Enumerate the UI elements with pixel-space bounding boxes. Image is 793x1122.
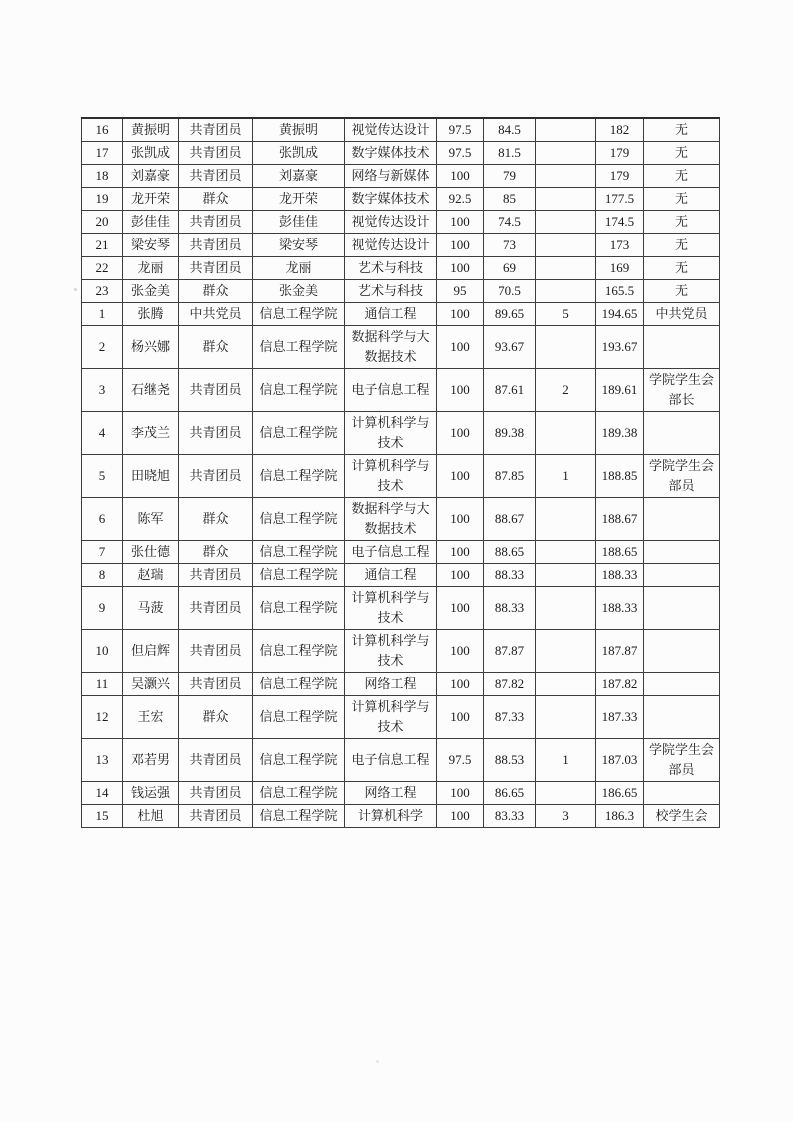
cell-score2: 88.67	[484, 498, 536, 541]
cell-total: 187.87	[596, 630, 644, 673]
cell-college: 梁安琴	[253, 234, 345, 257]
cell-political-status: 群众	[179, 280, 253, 303]
cell-score1: 100	[437, 630, 484, 673]
table-row	[82, 630, 720, 673]
cell-note: 校学生会	[644, 805, 720, 828]
cell-college: 信息工程学院	[253, 630, 345, 673]
table-row	[82, 118, 720, 142]
cell-college: 信息工程学院	[253, 587, 345, 630]
cell-total: 186.3	[596, 805, 644, 828]
table-row	[82, 498, 720, 541]
cell-note: 无	[644, 188, 720, 211]
cell-bonus	[536, 280, 596, 303]
cell-rank: 4	[82, 412, 123, 455]
cell-rank: 23	[82, 280, 123, 303]
cell-name: 刘嘉豪	[123, 165, 179, 188]
cell-political-status: 群众	[179, 696, 253, 739]
cell-political-status: 共青团员	[179, 369, 253, 412]
cell-name: 邓若男	[123, 739, 179, 782]
cell-major: 数据科学与大数据技术	[345, 498, 437, 541]
cell-score2: 83.33	[484, 805, 536, 828]
cell-bonus	[536, 142, 596, 165]
cell-name: 田晓旭	[123, 455, 179, 498]
cell-score2: 81.5	[484, 142, 536, 165]
cell-total: 173	[596, 234, 644, 257]
cell-score2: 84.5	[484, 118, 536, 142]
cell-political-status: 共青团员	[179, 165, 253, 188]
cell-score1: 100	[437, 541, 484, 564]
cell-college: 张金美	[253, 280, 345, 303]
cell-note	[644, 412, 720, 455]
cell-score2: 70.5	[484, 280, 536, 303]
cell-name: 陈军	[123, 498, 179, 541]
cell-name: 黄振明	[123, 118, 179, 142]
cell-college: 信息工程学院	[253, 369, 345, 412]
cell-score1: 100	[437, 165, 484, 188]
table-row	[82, 412, 720, 455]
cell-name: 梁安琴	[123, 234, 179, 257]
cell-score2: 93.67	[484, 326, 536, 369]
cell-total: 174.5	[596, 211, 644, 234]
cell-political-status: 共青团员	[179, 630, 253, 673]
cell-score2: 73	[484, 234, 536, 257]
cell-score1: 100	[437, 455, 484, 498]
cell-score2: 88.33	[484, 587, 536, 630]
cell-score2: 79	[484, 165, 536, 188]
cell-name: 张凯成	[123, 142, 179, 165]
cell-total: 189.38	[596, 412, 644, 455]
cell-political-status: 共青团员	[179, 257, 253, 280]
cell-note: 无	[644, 234, 720, 257]
cell-political-status: 共青团员	[179, 782, 253, 805]
cell-score1: 92.5	[437, 188, 484, 211]
cell-political-status: 共青团员	[179, 234, 253, 257]
cell-rank: 10	[82, 630, 123, 673]
cell-score2: 89.65	[484, 303, 536, 326]
table-row	[82, 234, 720, 257]
cell-political-status: 共青团员	[179, 739, 253, 782]
cell-note: 学院学生会部员	[644, 455, 720, 498]
cell-college: 信息工程学院	[253, 541, 345, 564]
cell-political-status: 共青团员	[179, 118, 253, 142]
cell-college: 信息工程学院	[253, 564, 345, 587]
cell-bonus	[536, 498, 596, 541]
cell-name: 张腾	[123, 303, 179, 326]
cell-note	[644, 498, 720, 541]
cell-score1: 100	[437, 782, 484, 805]
cell-score1: 100	[437, 564, 484, 587]
cell-college: 信息工程学院	[253, 739, 345, 782]
cell-major: 电子信息工程	[345, 739, 437, 782]
cell-college: 信息工程学院	[253, 696, 345, 739]
cell-total: 188.67	[596, 498, 644, 541]
cell-total: 188.65	[596, 541, 644, 564]
table-row	[82, 369, 720, 412]
cell-score1: 100	[437, 696, 484, 739]
cell-political-status: 共青团员	[179, 587, 253, 630]
cell-total: 186.65	[596, 782, 644, 805]
score-table	[81, 117, 720, 828]
cell-major: 艺术与科技	[345, 257, 437, 280]
cell-rank: 5	[82, 455, 123, 498]
cell-score1: 100	[437, 211, 484, 234]
cell-score1: 100	[437, 303, 484, 326]
cell-bonus	[536, 211, 596, 234]
cell-note	[644, 587, 720, 630]
cell-name: 杨兴娜	[123, 326, 179, 369]
cell-rank: 8	[82, 564, 123, 587]
cell-total: 188.85	[596, 455, 644, 498]
table-row	[82, 303, 720, 326]
cell-bonus: 2	[536, 369, 596, 412]
cell-college: 彭佳佳	[253, 211, 345, 234]
cell-score2: 88.33	[484, 564, 536, 587]
cell-rank: 19	[82, 188, 123, 211]
cell-bonus	[536, 118, 596, 142]
cell-score2: 87.82	[484, 673, 536, 696]
cell-total: 187.33	[596, 696, 644, 739]
cell-note: 无	[644, 211, 720, 234]
cell-bonus	[536, 234, 596, 257]
cell-score1: 100	[437, 234, 484, 257]
cell-note: 中共党员	[644, 303, 720, 326]
cell-total: 179	[596, 165, 644, 188]
cell-score1: 100	[437, 257, 484, 280]
cell-political-status: 群众	[179, 498, 253, 541]
cell-college: 信息工程学院	[253, 303, 345, 326]
cell-name: 赵瑞	[123, 564, 179, 587]
cell-note	[644, 564, 720, 587]
scan-speck	[376, 1060, 379, 1063]
cell-score2: 87.85	[484, 455, 536, 498]
cell-total: 188.33	[596, 564, 644, 587]
cell-note	[644, 326, 720, 369]
cell-college: 信息工程学院	[253, 782, 345, 805]
table-row	[82, 165, 720, 188]
cell-score2: 88.53	[484, 739, 536, 782]
cell-major: 网络工程	[345, 782, 437, 805]
cell-score1: 100	[437, 805, 484, 828]
cell-rank: 13	[82, 739, 123, 782]
cell-college: 信息工程学院	[253, 326, 345, 369]
cell-score1: 100	[437, 326, 484, 369]
cell-score1: 100	[437, 498, 484, 541]
cell-college: 黄振明	[253, 118, 345, 142]
cell-name: 张金美	[123, 280, 179, 303]
cell-bonus	[536, 412, 596, 455]
cell-name: 龙开荣	[123, 188, 179, 211]
cell-bonus: 5	[536, 303, 596, 326]
cell-score2: 87.61	[484, 369, 536, 412]
cell-political-status: 群众	[179, 326, 253, 369]
cell-rank: 20	[82, 211, 123, 234]
cell-bonus	[536, 188, 596, 211]
cell-major: 计算机科学与技术	[345, 455, 437, 498]
table-row	[82, 211, 720, 234]
cell-major: 通信工程	[345, 303, 437, 326]
cell-name: 张仕德	[123, 541, 179, 564]
cell-name: 彭佳佳	[123, 211, 179, 234]
cell-rank: 11	[82, 673, 123, 696]
cell-score2: 74.5	[484, 211, 536, 234]
table-row	[82, 455, 720, 498]
cell-name: 王宏	[123, 696, 179, 739]
cell-bonus	[536, 673, 596, 696]
table-row	[82, 280, 720, 303]
cell-rank: 6	[82, 498, 123, 541]
cell-name: 吴灏兴	[123, 673, 179, 696]
cell-major: 视觉传达设计	[345, 234, 437, 257]
cell-name: 龙丽	[123, 257, 179, 280]
cell-name: 李茂兰	[123, 412, 179, 455]
cell-political-status: 共青团员	[179, 564, 253, 587]
cell-major: 网络工程	[345, 673, 437, 696]
cell-bonus	[536, 696, 596, 739]
table-row	[82, 326, 720, 369]
cell-note: 学院学生会部长	[644, 369, 720, 412]
cell-score2: 88.65	[484, 541, 536, 564]
cell-total: 188.33	[596, 587, 644, 630]
cell-bonus	[536, 587, 596, 630]
cell-political-status: 群众	[179, 541, 253, 564]
table-row	[82, 782, 720, 805]
cell-score2: 86.65	[484, 782, 536, 805]
cell-rank: 3	[82, 369, 123, 412]
cell-rank: 2	[82, 326, 123, 369]
cell-total: 169	[596, 257, 644, 280]
cell-political-status: 共青团员	[179, 805, 253, 828]
cell-bonus	[536, 326, 596, 369]
table-row	[82, 564, 720, 587]
cell-political-status: 中共党员	[179, 303, 253, 326]
cell-political-status: 共青团员	[179, 412, 253, 455]
cell-rank: 12	[82, 696, 123, 739]
cell-political-status: 共青团员	[179, 455, 253, 498]
cell-bonus	[536, 165, 596, 188]
table-row	[82, 257, 720, 280]
cell-note: 无	[644, 257, 720, 280]
cell-name: 钱运强	[123, 782, 179, 805]
cell-note	[644, 541, 720, 564]
table-row	[82, 188, 720, 211]
cell-rank: 1	[82, 303, 123, 326]
cell-total: 194.65	[596, 303, 644, 326]
cell-major: 网络与新媒体	[345, 165, 437, 188]
cell-score1: 97.5	[437, 142, 484, 165]
table-row	[82, 739, 720, 782]
cell-rank: 14	[82, 782, 123, 805]
cell-major: 计算机科学与技术	[345, 587, 437, 630]
cell-score2: 69	[484, 257, 536, 280]
cell-major: 计算机科学与技术	[345, 412, 437, 455]
cell-name: 石继尧	[123, 369, 179, 412]
cell-bonus	[536, 257, 596, 280]
cell-political-status: 共青团员	[179, 673, 253, 696]
cell-major: 计算机科学与技术	[345, 696, 437, 739]
cell-score1: 95	[437, 280, 484, 303]
cell-college: 信息工程学院	[253, 412, 345, 455]
cell-college: 信息工程学院	[253, 498, 345, 541]
cell-major: 电子信息工程	[345, 541, 437, 564]
cell-note	[644, 673, 720, 696]
cell-score1: 97.5	[437, 118, 484, 142]
cell-score1: 100	[437, 673, 484, 696]
cell-bonus	[536, 564, 596, 587]
table-row	[82, 142, 720, 165]
cell-bonus: 3	[536, 805, 596, 828]
cell-rank: 9	[82, 587, 123, 630]
cell-total: 179	[596, 142, 644, 165]
cell-bonus: 1	[536, 739, 596, 782]
cell-note: 无	[644, 280, 720, 303]
cell-major: 计算机科学与技术	[345, 630, 437, 673]
cell-bonus	[536, 630, 596, 673]
cell-major: 计算机科学	[345, 805, 437, 828]
cell-major: 数据科学与大数据技术	[345, 326, 437, 369]
cell-score1: 100	[437, 587, 484, 630]
cell-note: 学院学生会部员	[644, 739, 720, 782]
cell-total: 187.03	[596, 739, 644, 782]
cell-rank: 22	[82, 257, 123, 280]
cell-note	[644, 696, 720, 739]
cell-college: 信息工程学院	[253, 455, 345, 498]
cell-total: 182	[596, 118, 644, 142]
cell-political-status: 共青团员	[179, 142, 253, 165]
cell-score1: 100	[437, 412, 484, 455]
cell-political-status: 群众	[179, 188, 253, 211]
table-row	[82, 541, 720, 564]
cell-major: 视觉传达设计	[345, 118, 437, 142]
cell-college: 张凯成	[253, 142, 345, 165]
cell-score1: 100	[437, 369, 484, 412]
table-row	[82, 696, 720, 739]
cell-score2: 89.38	[484, 412, 536, 455]
cell-total: 187.82	[596, 673, 644, 696]
cell-total: 189.61	[596, 369, 644, 412]
cell-total: 165.5	[596, 280, 644, 303]
cell-name: 马菠	[123, 587, 179, 630]
cell-bonus	[536, 782, 596, 805]
cell-bonus	[536, 541, 596, 564]
cell-major: 艺术与科技	[345, 280, 437, 303]
table-row	[82, 587, 720, 630]
cell-rank: 18	[82, 165, 123, 188]
score-table-body	[82, 118, 720, 828]
cell-major: 电子信息工程	[345, 369, 437, 412]
cell-score2: 87.33	[484, 696, 536, 739]
table-row	[82, 673, 720, 696]
cell-total: 177.5	[596, 188, 644, 211]
cell-name: 但启辉	[123, 630, 179, 673]
cell-college: 龙丽	[253, 257, 345, 280]
table-row	[82, 805, 720, 828]
cell-note: 无	[644, 118, 720, 142]
cell-college: 信息工程学院	[253, 673, 345, 696]
cell-note	[644, 782, 720, 805]
cell-political-status: 共青团员	[179, 211, 253, 234]
cell-rank: 21	[82, 234, 123, 257]
cell-rank: 15	[82, 805, 123, 828]
cell-note: 无	[644, 142, 720, 165]
cell-college: 刘嘉豪	[253, 165, 345, 188]
scan-speck	[74, 288, 77, 291]
cell-rank: 17	[82, 142, 123, 165]
cell-major: 通信工程	[345, 564, 437, 587]
cell-college: 信息工程学院	[253, 805, 345, 828]
cell-score2: 85	[484, 188, 536, 211]
cell-total: 193.67	[596, 326, 644, 369]
cell-major: 数字媒体技术	[345, 188, 437, 211]
cell-college: 龙开荣	[253, 188, 345, 211]
cell-score1: 97.5	[437, 739, 484, 782]
cell-score2: 87.87	[484, 630, 536, 673]
cell-note	[644, 630, 720, 673]
cell-major: 视觉传达设计	[345, 211, 437, 234]
cell-major: 数字媒体技术	[345, 142, 437, 165]
cell-rank: 7	[82, 541, 123, 564]
cell-bonus: 1	[536, 455, 596, 498]
cell-rank: 16	[82, 118, 123, 142]
cell-name: 杜旭	[123, 805, 179, 828]
cell-note: 无	[644, 165, 720, 188]
